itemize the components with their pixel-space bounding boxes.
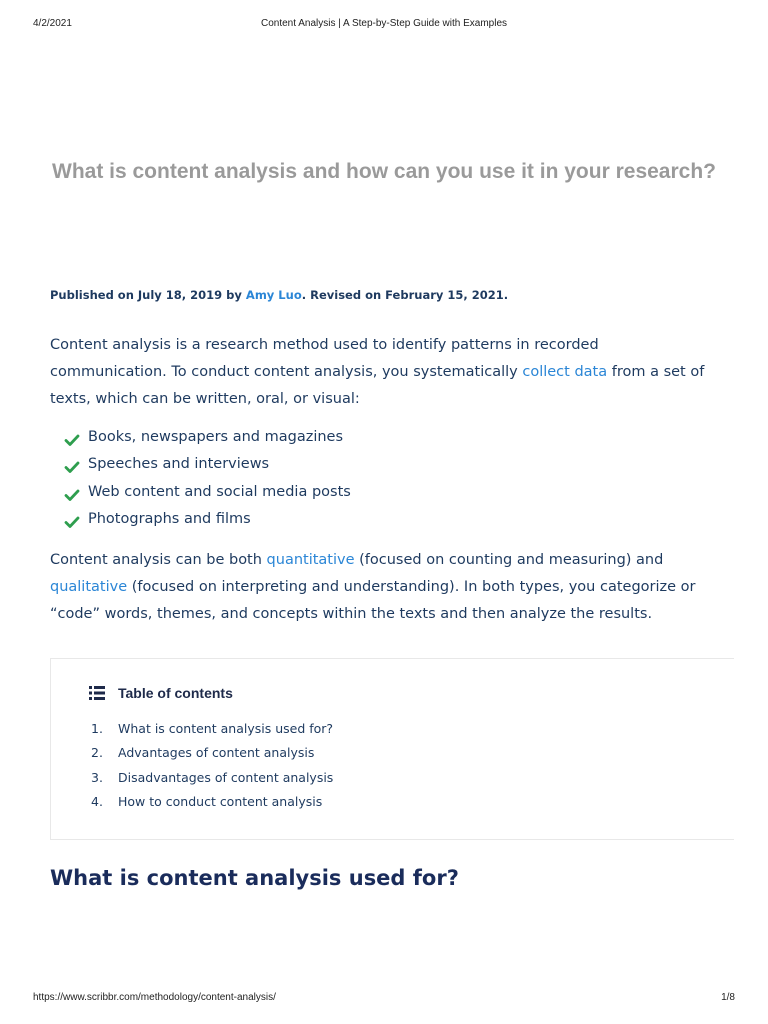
toc-title: Table of contents <box>118 685 233 701</box>
text-types-list <box>64 429 351 538</box>
check-icon <box>64 487 80 503</box>
list-item <box>64 484 351 511</box>
toc-item-how-to[interactable] <box>91 794 333 818</box>
print-footer <box>0 992 768 1006</box>
print-header <box>0 18 768 32</box>
quantitative-link[interactable]: quantitative <box>266 552 355 568</box>
toc-item-disadvantages[interactable] <box>91 770 333 794</box>
intro-paragraph <box>50 332 718 413</box>
toc-item-label[interactable]: What is content analysis used for? <box>118 721 334 736</box>
print-url: https://www.scribbr.com/methodology/content-analysis/ <box>33 992 276 1003</box>
published-date: Published on July 18, 2019 by <box>50 288 246 302</box>
toc-item-label[interactable]: How to conduct content analysis <box>118 793 323 809</box>
toc-item-used-for[interactable] <box>91 721 333 745</box>
toc-item-advantages[interactable] <box>91 745 333 769</box>
intro-text-end: from a set of texts, which can be written, oral, or visual: <box>50 364 705 407</box>
toc-item-label[interactable]: Advantages of content analysis <box>118 745 315 761</box>
toc-header <box>89 685 233 701</box>
check-icon <box>64 514 80 530</box>
qualitative-link[interactable]: qualitative <box>50 579 128 595</box>
list-item <box>64 511 351 538</box>
toc-item-label[interactable]: Disadvantages of content analysis <box>118 769 334 785</box>
list-item <box>64 429 351 456</box>
table-of-contents <box>50 658 734 840</box>
list-item-label: Web content and social media posts <box>88 483 351 500</box>
list-item-label: Speeches and interviews <box>88 456 270 473</box>
list-item-label: Books, newspapers and magazines <box>88 429 344 445</box>
page-number: 1/8 <box>721 992 735 1003</box>
list-item-label: Photographs and films <box>88 510 251 527</box>
list-icon <box>89 686 105 700</box>
author-link[interactable]: Amy Luo <box>245 288 302 302</box>
check-icon <box>64 432 80 448</box>
toc-item-number: 4. <box>91 793 103 809</box>
types-text: Content analysis can be both <box>50 552 267 568</box>
collect-data-link[interactable]: collect data <box>522 364 608 380</box>
revised-date: . Revised on February 15, 2021. <box>301 288 509 302</box>
intro-text: Content analysis is a research method used to identify patterns in recorded communication. To conduct content analysis, you systematically <box>50 337 599 380</box>
types-paragraph <box>50 547 718 628</box>
types-text-mid: (focused on counting and measuring) and <box>354 552 664 568</box>
toc-item-number: 2. <box>91 745 103 761</box>
byline <box>50 288 508 302</box>
toc-item-number: 1. <box>91 721 103 736</box>
print-doc-title: Content Analysis | A Step-by-Step Guide with Examples <box>260 18 508 29</box>
toc-list <box>91 721 333 818</box>
page-title: What is content analysis and how can you use it in your research? <box>52 160 716 183</box>
toc-item-number: 3. <box>91 769 103 785</box>
section-heading: What is content analysis used for? <box>50 866 459 890</box>
list-item <box>64 456 351 483</box>
types-text-end: (focused on interpreting and understanding). In both types, you categorize or “code” words, themes, and concepts within the texts and then analyze the results. <box>50 579 696 622</box>
print-date: 4/2/2021 <box>33 18 72 29</box>
check-icon <box>64 459 80 475</box>
